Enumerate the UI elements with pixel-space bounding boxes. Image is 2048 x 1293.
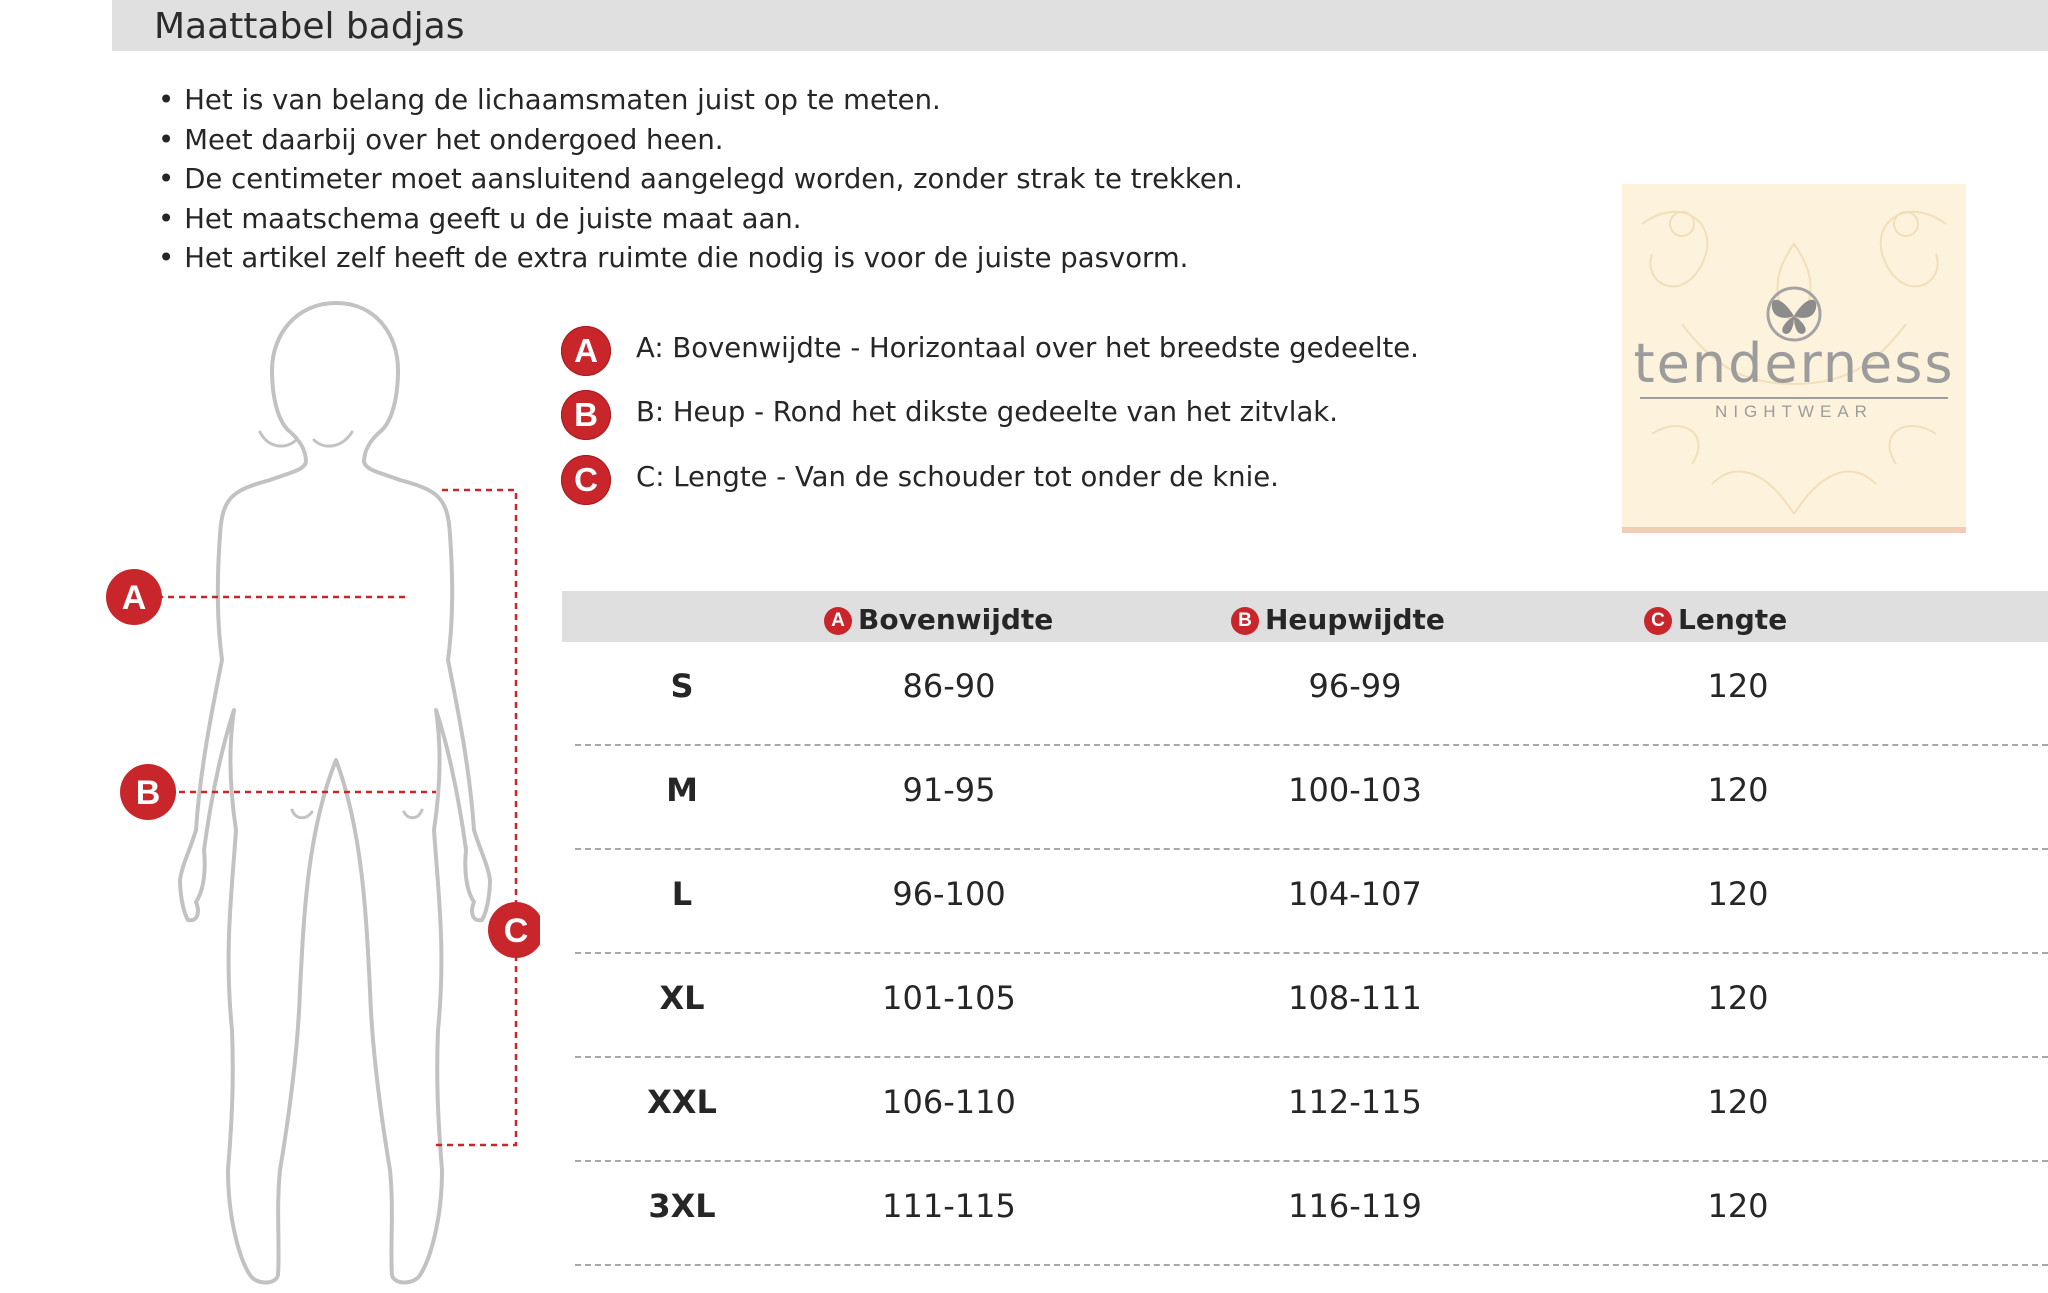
heupwijdte-cell: 104-107 — [1288, 875, 1422, 913]
instructions-list — [158, 81, 1243, 279]
instruction-item: • Meet daarbij over het ondergoed heen. — [158, 121, 1243, 161]
column-header-label: Lengte — [1678, 603, 1788, 636]
badge-b: B — [561, 390, 611, 440]
heupwijdte-cell: 116-119 — [1288, 1187, 1422, 1225]
instruction-item: • Het artikel zelf heeft de extra ruimte die nodig is voor de juiste pasvorm. — [158, 239, 1243, 279]
heupwijdte-cell: 108-111 — [1288, 979, 1422, 1017]
column-header-label: Heupwijdte — [1265, 603, 1445, 636]
bovenwijdte-cell: 96-100 — [892, 875, 1006, 913]
lengte-cell: 120 — [1707, 1083, 1769, 1121]
instruction-item: • De centimeter moet aansluitend aangelegd worden, zonder strak te trekken. — [158, 160, 1243, 200]
badge-c: C — [561, 455, 611, 505]
marker-a — [106, 569, 162, 625]
marker-c — [488, 902, 540, 958]
row-separator — [575, 1264, 2048, 1266]
lengte-cell: 120 — [1707, 771, 1769, 809]
marker-b — [120, 764, 176, 820]
badge-c-small: C — [1644, 607, 1672, 635]
size-cell: L — [671, 875, 693, 913]
instruction-item: • Het maatschema geeft u de juiste maat aan. — [158, 200, 1243, 240]
marker-c-label: C — [503, 912, 529, 950]
body-figure — [100, 290, 540, 1293]
badge-a-small: A — [824, 607, 852, 635]
badge-b-small: B — [1231, 607, 1259, 635]
bovenwijdte-cell: 101-105 — [882, 979, 1016, 1017]
table-row — [575, 850, 2048, 954]
logo-rule — [1640, 397, 1948, 399]
instruction-item: • Het is van belang de lichaamsmaten juist op te meten. — [158, 81, 1243, 121]
heupwijdte-cell: 112-115 — [1288, 1083, 1422, 1121]
bovenwijdte-cell: 86-90 — [902, 667, 996, 705]
column-header-bovenwijdte — [824, 603, 1053, 636]
size-cell: M — [666, 771, 698, 809]
table-row — [575, 954, 2048, 1058]
legend-text-b: B: Heup - Rond het dikste gedeelte van het zitvlak. — [636, 396, 1338, 428]
table-header — [562, 591, 2048, 642]
title-bar — [112, 0, 2048, 51]
column-header-lengte — [1644, 603, 1787, 636]
legend-text-c: C: Lengte - Van de schouder tot onder de knie. — [636, 461, 1279, 493]
size-cell: XL — [659, 979, 705, 1017]
heupwijdte-cell: 100-103 — [1288, 771, 1422, 809]
legend-text-a: A: Bovenwijdte - Horizontaal over het breedste gedeelte. — [636, 332, 1419, 364]
heupwijdte-cell: 96-99 — [1308, 667, 1402, 705]
lengte-cell: 120 — [1707, 875, 1769, 913]
brand-logo — [1622, 184, 1966, 533]
lengte-cell: 120 — [1707, 667, 1769, 705]
marker-b-label: B — [135, 774, 161, 812]
bovenwijdte-cell: 91-95 — [902, 771, 996, 809]
column-header-label: Bovenwijdte — [858, 603, 1054, 636]
lengte-cell: 120 — [1707, 1187, 1769, 1225]
bovenwijdte-cell: 106-110 — [882, 1083, 1016, 1121]
bovenwijdte-cell: 111-115 — [882, 1187, 1016, 1225]
table-row — [575, 746, 2048, 850]
marker-a-label: A — [121, 579, 147, 617]
logo-subtitle: NIGHTWEAR — [1715, 402, 1873, 421]
logo-brand: tenderness — [1633, 332, 1955, 395]
table-row — [575, 642, 2048, 746]
size-cell: XXL — [647, 1083, 717, 1121]
table-row — [575, 1058, 2048, 1162]
size-cell: S — [670, 667, 694, 705]
badge-a: A — [561, 326, 611, 376]
lengte-cell: 120 — [1707, 979, 1769, 1017]
column-header-heupwijdte — [1231, 603, 1445, 636]
size-cell: 3XL — [648, 1187, 716, 1225]
page-title: Maattabel badjas — [154, 6, 465, 47]
table-row — [575, 1162, 2048, 1266]
